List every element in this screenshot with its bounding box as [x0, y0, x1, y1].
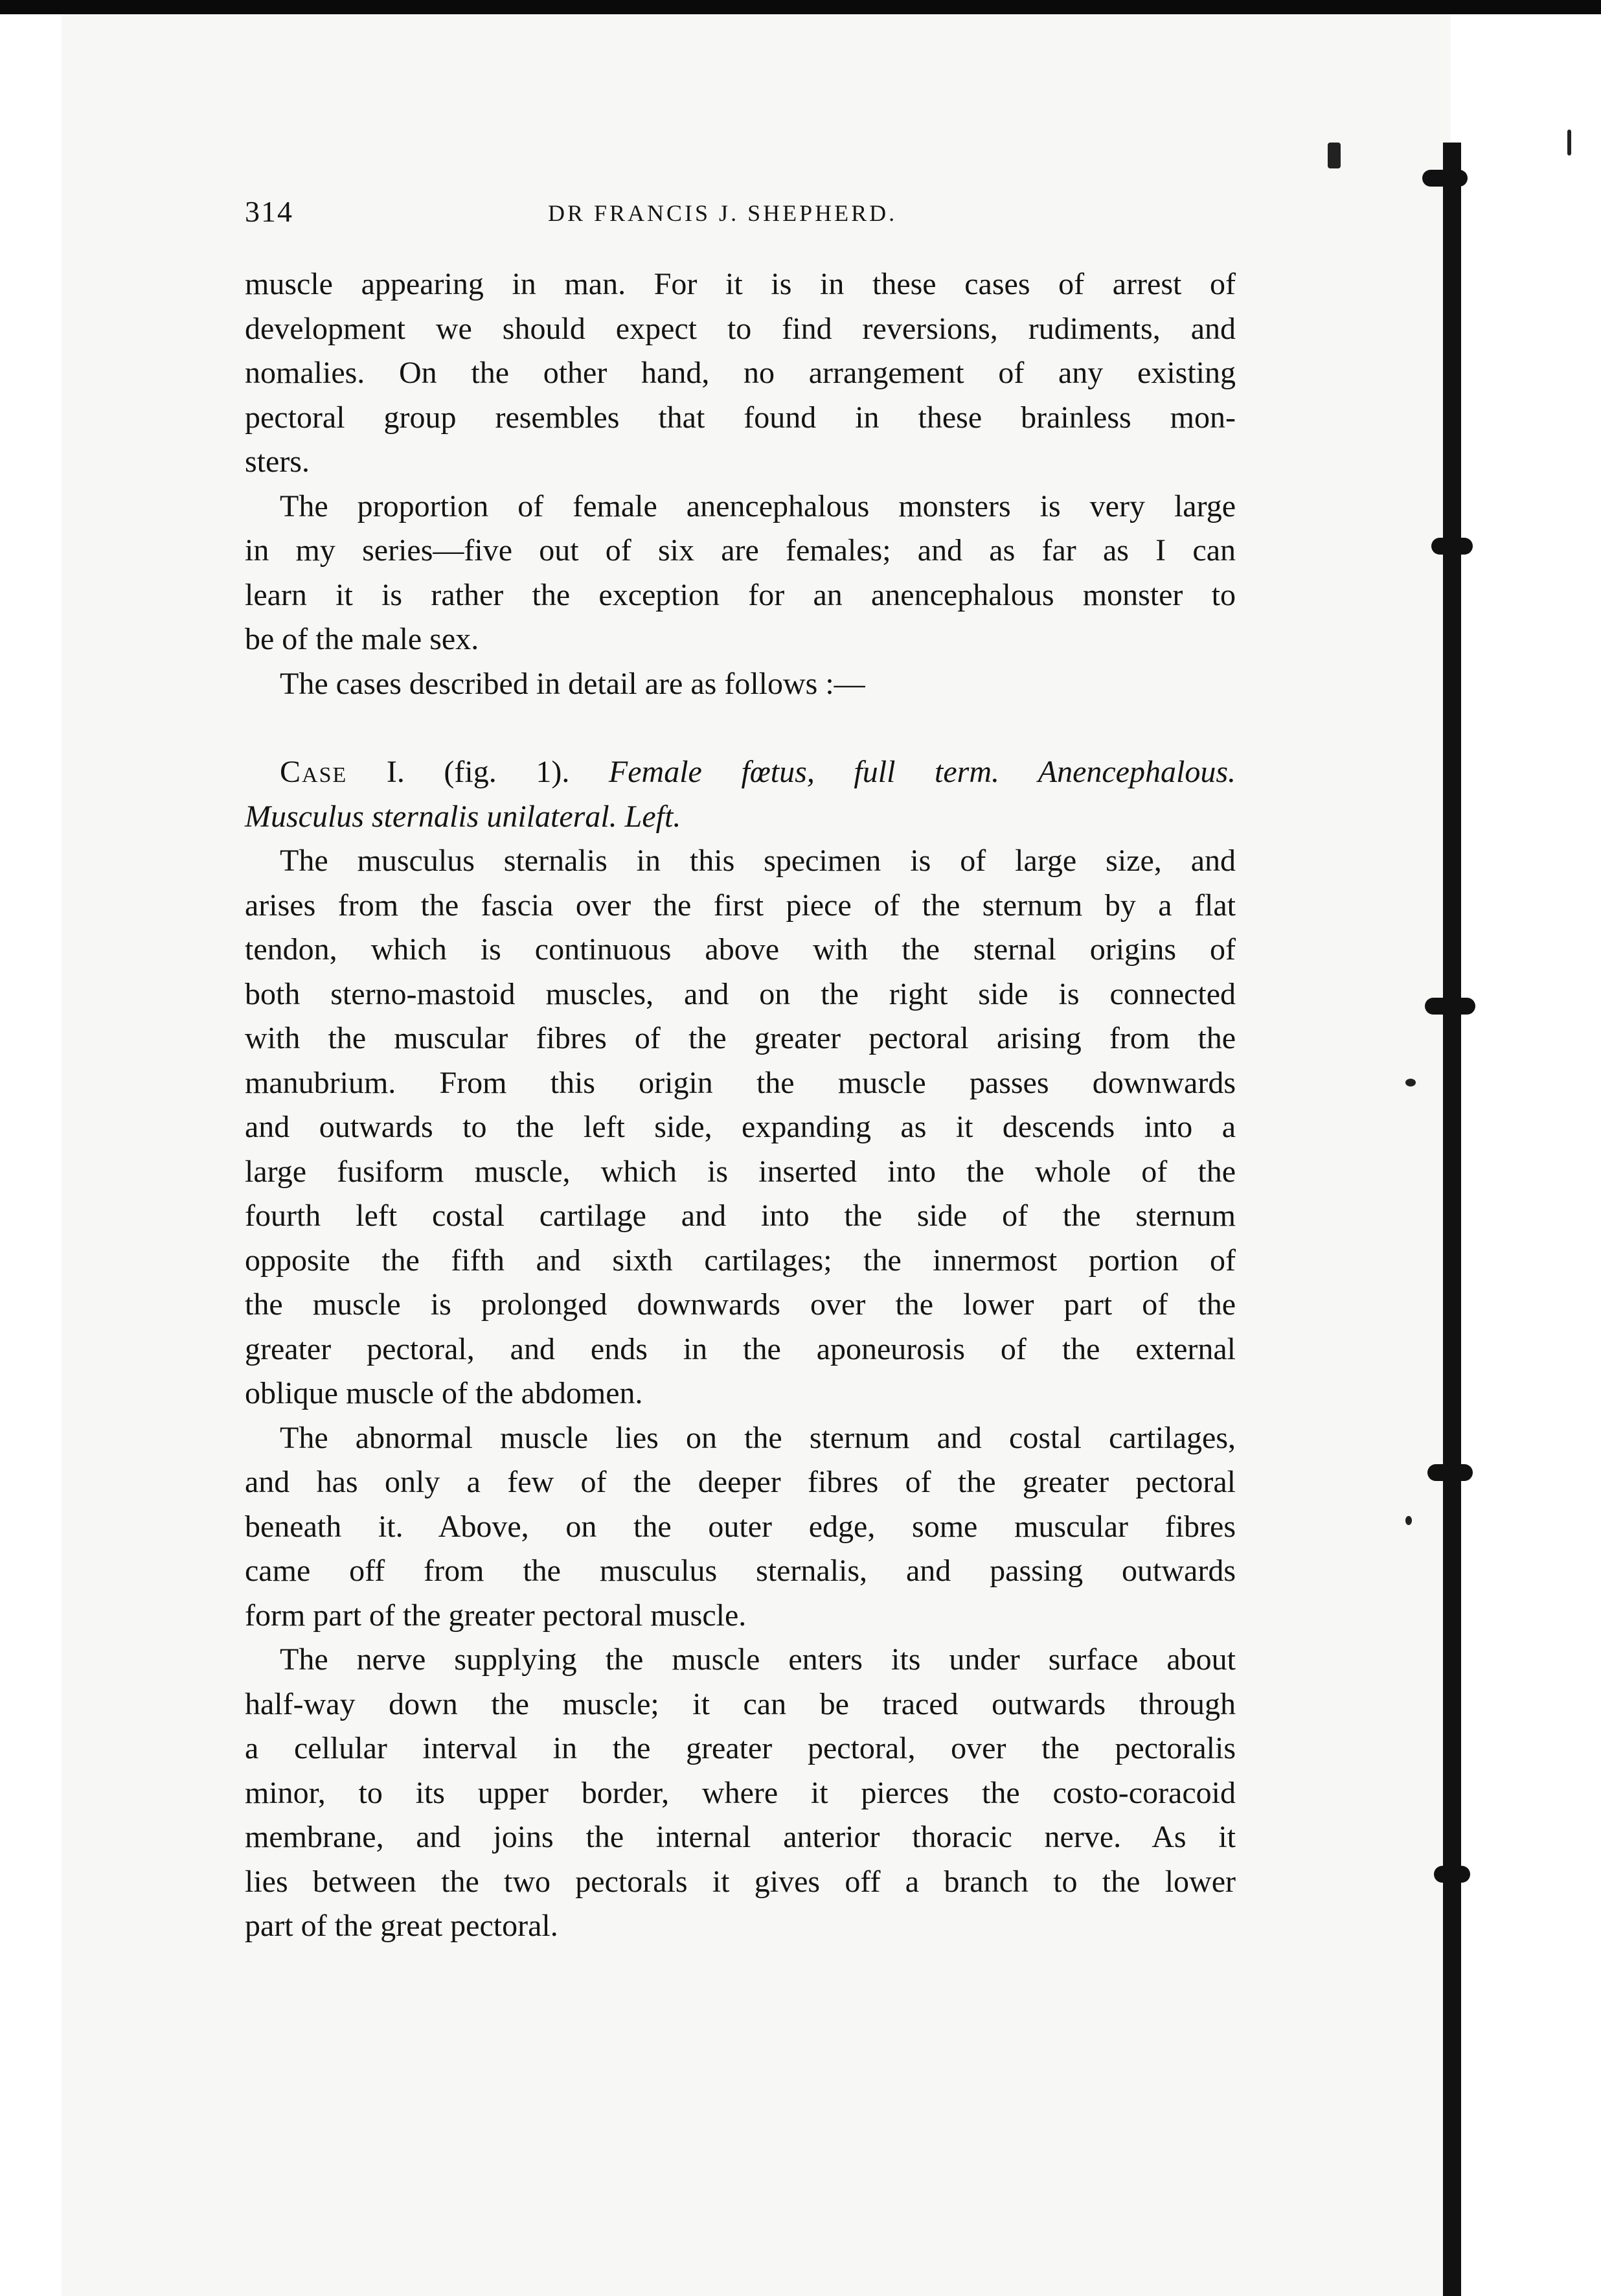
text-line: sters.: [245, 444, 310, 479]
binding-notch: [1431, 538, 1473, 555]
text-line: learn it is rather the exception for an anencephalous monster to: [245, 577, 1236, 612]
binding-notch: [1434, 1866, 1470, 1883]
text-line: The proportion of female anencephalous monsters is very large: [280, 488, 1236, 523]
paragraph: [245, 839, 1236, 1416]
body-text: [245, 262, 1236, 1949]
binding-notch: [1427, 1464, 1473, 1481]
text-line: half-way down the muscle; it can be traced outwards through: [245, 1686, 1236, 1721]
case-subtitle: Musculus sternalis unilateral. Left.: [245, 799, 681, 834]
text-line: came off from the musculus sternalis, and passing outwards: [245, 1554, 1236, 1588]
paragraph: [245, 1416, 1236, 1638]
scan-speck: [1328, 143, 1341, 168]
text-line: and has only a few of the deeper fibres of the greater pectoral: [245, 1465, 1236, 1499]
case-number: I. (fig. 1).: [347, 755, 609, 789]
text-line: opposite the fifth and sixth cartilages; the innermost portion of: [245, 1243, 1236, 1278]
paragraph: [245, 262, 1236, 485]
scan-speck: [1405, 1079, 1416, 1086]
text-line: membrane, and joins the internal anterior thoracic nerve. As it: [245, 1820, 1236, 1854]
text-line: muscle appearing in man. For it is in these cases of arrest of: [245, 267, 1236, 301]
text-line: form part of the greater pectoral muscle.: [245, 1598, 747, 1633]
text-line: both sterno-mastoid muscles, and on the right side is connected: [245, 976, 1236, 1011]
binding-edge-line-lower: [1448, 985, 1461, 2296]
scan-speck: [1567, 130, 1571, 155]
section-spacer: [245, 706, 1236, 750]
text-line: The cases described in detail are as follows :—: [280, 666, 865, 701]
paragraph: [245, 662, 1236, 707]
text-line: oblique muscle of the abdomen.: [245, 1376, 643, 1410]
case-label: Case: [280, 755, 348, 789]
text-line: manubrium. From this origin the muscle passes downwards: [245, 1065, 1236, 1100]
text-line: [245, 750, 1236, 795]
binding-notch: [1425, 998, 1475, 1015]
running-head: [245, 194, 1236, 233]
text-line: in my series—five out of six are females; and as far as I can: [245, 533, 1236, 568]
text-line: fourth left costal cartilage and into the side of the sternum: [245, 1199, 1236, 1233]
text-line: greater pectoral, and ends in the aponeurosis of the external: [245, 1331, 1236, 1366]
text-line: a cellular interval in the greater pectoral, over the pectoralis: [245, 1731, 1236, 1765]
binding-margin: [1451, 14, 1601, 2296]
text-line: The nerve supplying the muscle enters its under surface about: [280, 1642, 1236, 1677]
text-line: nomalies. On the other hand, no arrangement of any existing: [245, 356, 1236, 390]
case-heading: [245, 750, 1236, 839]
binding-notch: [1422, 170, 1468, 187]
text-line: be of the male sex.: [245, 622, 479, 656]
text-line: development we should expect to find reversions, rudiments, and: [245, 311, 1236, 346]
text-line: beneath it. Above, on the outer edge, some muscular fibres: [245, 1509, 1236, 1544]
text-line: pectoral group resembles that found in these brainless mon-: [245, 400, 1236, 435]
text-line: large fusiform muscle, which is inserted into the whole of the: [245, 1154, 1236, 1189]
paragraph: [245, 485, 1236, 662]
text-line: arises from the fascia over the first piece of the sternum by a flat: [245, 888, 1236, 923]
scan-top-border: [0, 0, 1601, 14]
text-line: tendon, which is continuous above with the sternal origins of: [245, 932, 1236, 967]
paragraph: [245, 1638, 1236, 1949]
text-line: minor, to its upper border, where it pierces the costo-coracoid: [245, 1775, 1236, 1810]
case-description: Female fœtus, full term. Anencephalous.: [608, 755, 1236, 789]
text-line: with the muscular fibres of the greater pectoral arising from the: [245, 1021, 1236, 1055]
running-title: DR FRANCIS J. SHEPHERD.: [548, 200, 898, 226]
page-number: 314: [245, 195, 293, 228]
text-line: The abnormal muscle lies on the sternum and costal cartilages,: [280, 1420, 1236, 1455]
text-line: part of the great pectoral.: [245, 1909, 558, 1943]
text-line: The musculus sternalis in this specimen is of large size, and: [280, 844, 1236, 878]
scan-speck: [1405, 1516, 1412, 1525]
text-line: the muscle is prolonged downwards over the lower part of the: [245, 1287, 1236, 1322]
text-line: and outwards to the left side, expanding as it descends into a: [245, 1110, 1236, 1144]
text-line: lies between the two pectorals it gives off a branch to the lower: [245, 1864, 1236, 1899]
